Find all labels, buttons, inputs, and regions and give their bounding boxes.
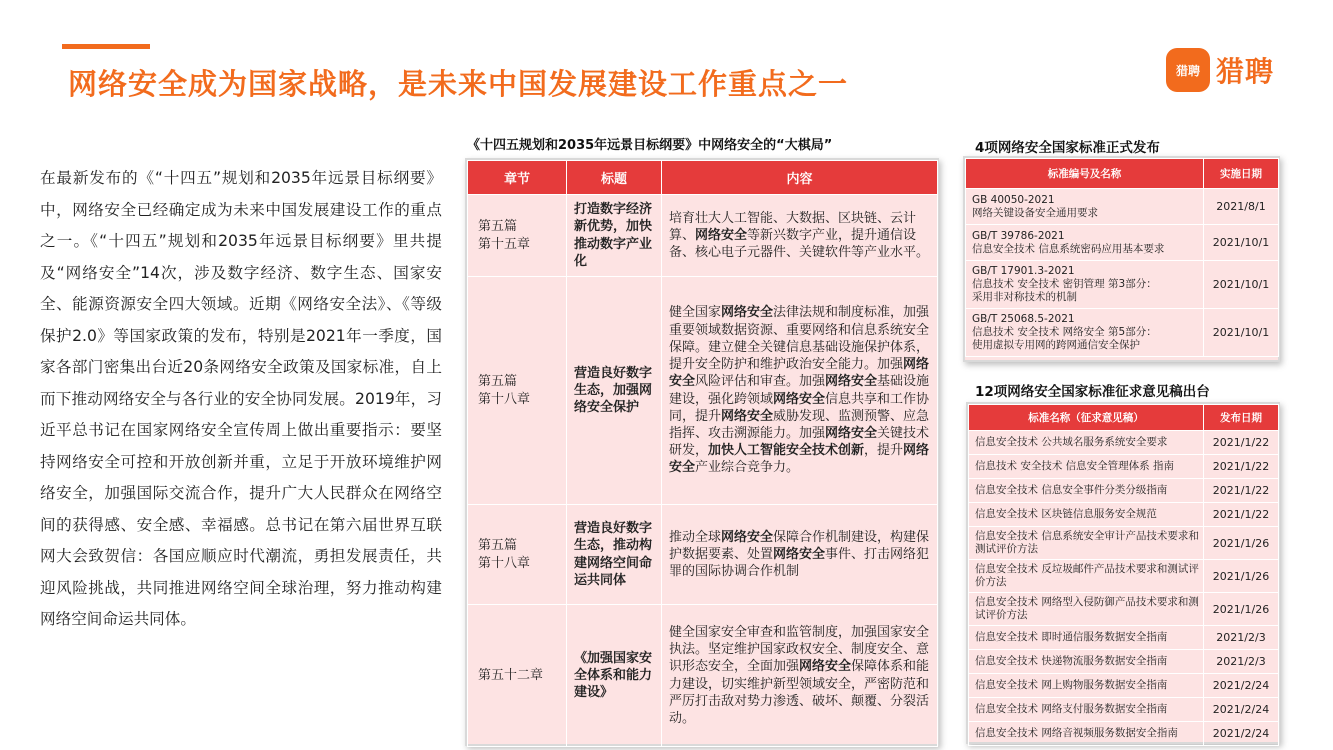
highlight-keyword: 网络安全 [721,305,774,321]
draft-col-date: 发布日期 [1204,405,1279,431]
standard-name-cell: 信息安全技术 快递物流服务数据安全指南 [969,650,1204,674]
draft-standard-row [969,593,1279,626]
draft-standard-row [969,503,1279,527]
standard-name-cell: 信息安全技术 网络音视频服务数据安全指南 [969,722,1204,746]
plan-title-cell: 《加强国家安全体系和能力建设》 [567,605,662,747]
standard-date-cell: 2021/2/3 [1204,650,1279,674]
plan-table-header-row [468,161,938,195]
standard-date-cell: 2021/2/24 [1204,674,1279,698]
highlight-keyword: 加快人工智能安全技术创新 [708,443,865,459]
draft-standard-row [969,479,1279,503]
standard-name-cell: 信息安全技术 公共域名服务系统安全要求 [969,431,1204,455]
standard-name-cell: 信息安全技术 网络型入侵防御产品技术要求和测试评价方法 [969,593,1204,626]
highlight-keyword: 网络安全 [773,546,826,562]
title-accent-bar [62,44,150,49]
draft-col-name: 标准名称（征求意见稿） [969,405,1204,431]
highlight-keyword: 网络安全 [799,659,852,675]
standard-name-cell: GB/T 39786-2021 信息安全技术 信息系统密码应用基本要求 [966,225,1204,261]
plan-content-cell: 健全国家网络安全法律法规和制度标准，加强重要领域数据资源、重要网络和信息系统安全保障。建立健全关键信息基础设施保护体系，提升安全防护和维护政治安全能力。加强网络安全风险评估和审查。加强网络安全基础设施建设，强化跨领域网络安全信息共享和工作协同，提升网络安全威胁发现、监测预警、应急指挥、攻击溯源能力。加强网络安全关键技术研发，加快人工智能安全技术创新，提升网络安全产业综合竞争力。 [662,277,938,505]
highlight-keyword: 网络安全 [721,529,774,545]
liepin-logo [1166,48,1274,92]
plan-section-cell: 第五篇 第十五章 [468,195,567,277]
draft-standard-row [969,527,1279,560]
standard-date-cell: 2021/1/26 [1204,527,1279,560]
plan-content-cell: 健全国家安全审查和监管制度，加强国家安全执法。坚定维护国家政权安全、制度安全、意识形态安全，全面加强网络安全保障体系和能力建设，切实维护新型领域安全，严密防范和严厉打击敌对势力渗透、破坏、颠覆、分裂活动。 [662,605,938,747]
released-standards-table [965,158,1279,357]
plan-title-cell: 打造数字经济新优势，加快推动数字产业化 [567,195,662,277]
released-col-date: 实施日期 [1204,159,1279,189]
plan-row [468,605,938,747]
intro-paragraph: 在最新发布的《“十四五”规划和2035年远景目标纲要》中，网络安全已经确定成为未来中国发展建设工作的重点之一。《“十四五”规划和2035年远景目标纲要》里共提及“网络安全”14次，涉及数字经济、数字生态、国家安全、能源资源安全四大领域。近期《网络安全法》、《等级保护2.0》等国家政策的发布，特别是2021年一季度，国家各部门密集出台近20条网络安全政策及国家标准，自上而下推动网络安全与各行业的安全协同发展。2019年，习近平总书记在国家网络安全宣传周上做出重要指示：要坚持网络安全可控和开放创新并重，立足于开放环境维护网络安全，加强国际交流合作，提升广大人民群众在网络空间的获得感、安全感、幸福感。总书记在第六届世界互联网大会致贺信：各国应顺应时代潮流，勇担发展责任，共迎风险挑战，共同推进网络空间全球治理，努力推动构建网络空间命运共同体。 [40,169,442,628]
highlight-keyword: 网络安全 [695,227,748,243]
released-header-row [966,159,1279,189]
draft-standard-row [969,650,1279,674]
highlight-keyword: 网络安全 [721,408,774,424]
released-standards-panel [963,156,1280,362]
draft-header-row [969,405,1279,431]
draft-standard-row [969,455,1279,479]
standard-date-cell: 2021/1/26 [1204,593,1279,626]
plan-row [468,505,938,605]
logo-text: 猎聘 [1216,55,1275,88]
standard-name-cell: GB 40050-2021 网络关键设备安全通用要求 [966,189,1204,225]
draft-standard-row [969,626,1279,650]
standard-name-cell: 信息安全技术 网络支付服务数据安全指南 [969,698,1204,722]
plan-content-cell: 推动全球网络安全保障合作机制建设，构建保护数据要素、处置网络安全事件、打击网络犯罪的国际协调合作机制 [662,505,938,605]
draft-standard-row [969,722,1279,746]
highlight-keyword: 网络安全 [773,391,826,407]
plan-row [468,277,938,505]
plan-table-heading: 《十四五规划和2035年远景目标纲要》中网络安全的“大棋局” [467,138,833,153]
standard-date-cell: 2021/8/1 [1204,189,1279,225]
standard-date-cell: 2021/2/24 [1204,698,1279,722]
released-standard-row [966,189,1279,225]
plan-title-cell: 营造良好数字生态，推动构建网络空间命运共同体 [567,505,662,605]
plan-row [468,195,938,277]
plan-col-title: 标题 [567,161,662,195]
released-standard-row [966,261,1279,309]
standard-name-cell: 信息安全技术 信息系统安全审计产品技术要求和测试评价方法 [969,527,1204,560]
plan-table-panel [465,158,939,746]
draft-standards-table [968,404,1279,746]
draft-standard-row [969,674,1279,698]
released-standard-row [966,309,1279,357]
released-col-name: 标准编号及名称 [966,159,1204,189]
standard-name-cell: 信息安全技术 即时通信服务数据安全指南 [969,626,1204,650]
draft-standards-heading: 12项网络安全国家标准征求意见稿出台 [975,384,1210,400]
standard-name-cell: GB/T 17901.3-2021 信息技术 安全技术 密钥管理 第3部分： 采用非对称技术的机制 [966,261,1204,309]
released-standard-row [966,225,1279,261]
standard-date-cell: 2021/10/1 [1204,225,1279,261]
draft-standard-row [969,560,1279,593]
highlight-keyword: 网络安全 [825,425,878,441]
standard-date-cell: 2021/1/22 [1204,431,1279,455]
logo-badge-icon: 猎聘 [1166,48,1210,92]
plan-content-cell: 培育壮大人工智能、大数据、区块链、云计算、网络安全等新兴数字产业，提升通信设备、核心电子元器件、关键软件等产业水平。 [662,195,938,277]
highlight-keyword: 网络安全 [669,357,930,390]
standard-date-cell: 2021/1/26 [1204,560,1279,593]
plan-section-cell: 第五篇 第十八章 [468,505,567,605]
standard-name-cell: 信息安全技术 信息安全事件分类分级指南 [969,479,1204,503]
standard-date-cell: 2021/2/24 [1204,722,1279,746]
page-title: 网络安全成为国家战略，是未来中国发展建设工作重点之一 [68,67,849,101]
standard-date-cell: 2021/10/1 [1204,261,1279,309]
standard-date-cell: 2021/10/1 [1204,309,1279,357]
draft-standards-panel [966,402,1280,744]
plan-section-cell: 第五十二章 [468,605,567,747]
plan-col-section: 章节 [468,161,567,195]
plan-section-cell: 第五篇 第十八章 [468,277,567,505]
released-standards-heading: 4项网络安全国家标准正式发布 [975,140,1160,156]
standard-name-cell: GB/T 25068.5-2021 信息技术 安全技术 网络安全 第5部分： 使用虚拟专用网的跨网通信安全保护 [966,309,1204,357]
standard-name-cell: 信息安全技术 反垃圾邮件产品技术要求和测试评价方法 [969,560,1204,593]
highlight-keyword: 网络安全 [669,443,930,476]
draft-standard-row [969,698,1279,722]
standard-date-cell: 2021/1/22 [1204,503,1279,527]
standard-date-cell: 2021/2/3 [1204,626,1279,650]
plan-col-content: 内容 [662,161,938,195]
highlight-keyword: 网络安全 [825,374,878,390]
draft-standard-row [969,431,1279,455]
standard-name-cell: 信息技术 安全技术 信息安全管理体系 指南 [969,455,1204,479]
standard-name-cell: 信息安全技术 网上购物服务数据安全指南 [969,674,1204,698]
plan-table [467,160,938,747]
plan-title-cell: 营造良好数字生态，加强网络安全保护 [567,277,662,505]
standard-date-cell: 2021/1/22 [1204,455,1279,479]
standard-name-cell: 信息安全技术 区块链信息服务安全规范 [969,503,1204,527]
standard-date-cell: 2021/1/22 [1204,479,1279,503]
